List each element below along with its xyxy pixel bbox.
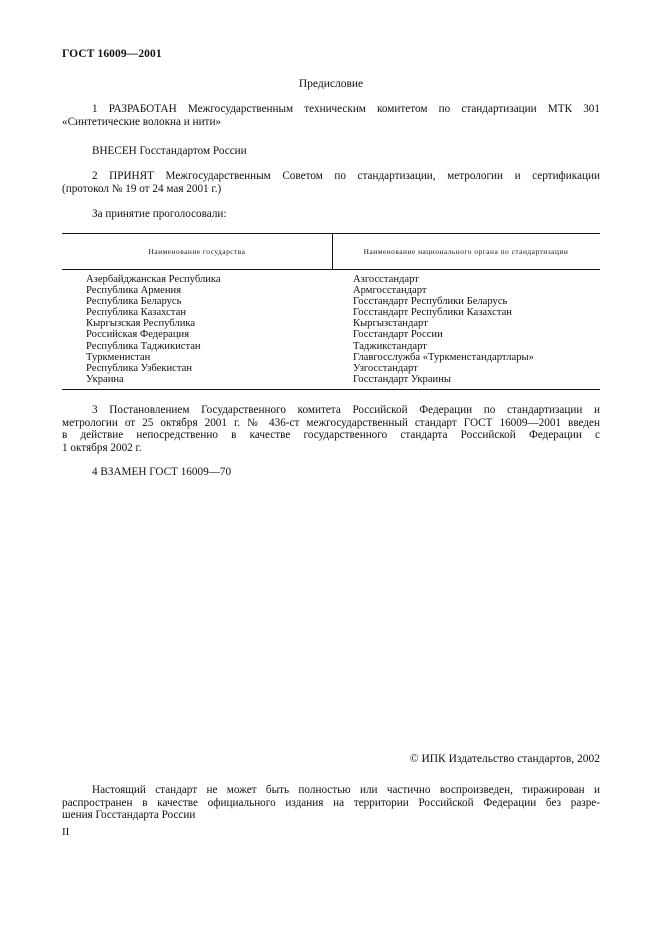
paragraph-line: 2 ПРИНЯТ Межгосударственным Советом по стандартизации, метрологии и сертификации (92, 170, 600, 182)
page-title: Предисловие (298, 78, 364, 90)
paragraph-developed-by (62, 103, 600, 128)
paragraph-line: ВНЕСЕН Госстандартом России (92, 145, 247, 157)
reproduction-notice (62, 784, 600, 822)
paragraph-voted-for (62, 208, 600, 221)
paragraph-line: Настоящий стандарт не может быть полностью или частично воспроизведен, тиражирован и (92, 784, 600, 796)
paragraph-line: распространен в качестве официального издания на территории Российской Федерации без разре- (62, 796, 600, 809)
voting-table (62, 233, 600, 390)
table-cell-body: Кыргызстандарт (353, 318, 428, 330)
table-cell-state: Российская Федерация (86, 329, 190, 341)
table-cell-body: Госстандарт Республики Казахстан (353, 307, 512, 319)
table-cell-state: Украина (86, 373, 124, 385)
paragraph-adopted-by (62, 170, 600, 195)
table-header-divider (62, 269, 600, 270)
table-cell-body: Главгосслужба «Туркменстандартлары» (353, 351, 534, 363)
paragraph-enacted (62, 404, 600, 454)
paragraph-line: (протокол № 19 от 24 мая 2001 г.) (62, 182, 222, 195)
table-cell-body: Азгосстандарт (353, 274, 419, 285)
table-cell-body: Госстандарт Украины (353, 373, 451, 385)
table-header-standards-body: Наименование национального органа по стандартизации (363, 247, 569, 256)
table-cell-state: Кыргызская Республика (86, 318, 196, 330)
table-cell-state: Республика Узбекистан (86, 362, 193, 374)
table-cell-body: Таджикстандарт (353, 340, 427, 352)
paragraph-line: 1 РАЗРАБОТАН Межгосударственным техническим комитетом по стандартизации МТК 301 (92, 103, 600, 115)
paragraph-line: в действие непосредственно в качестве государственного стандарта Российской Федерации с (62, 429, 600, 442)
table-cell-body: Госстандарт Республики Беларусь (353, 296, 508, 308)
paragraph-line: 4 ВЗАМЕН ГОСТ 16009—70 (92, 466, 232, 478)
table-cell-state: Республика Казахстан (86, 307, 187, 319)
table-cell-state: Республика Армения (86, 285, 182, 297)
table-column-bodies (353, 274, 534, 385)
table-cell-body: Армгосстандарт (353, 285, 427, 297)
paragraph-line: За принятие проголосовали: (92, 208, 227, 220)
paragraph-line: 1 октября 2002 г. (62, 441, 142, 454)
page-number: II (62, 826, 70, 838)
paragraph-line: шения Госстандарта России (62, 809, 196, 822)
paragraph-replaces (62, 466, 600, 479)
paragraph-line: метрологии от 25 октября 2001 г. № 436-ст межгосударственный стандарт ГОСТ 16009—2001 введен (62, 416, 600, 429)
copyright-notice: © ИПК Издательство стандартов, 2002 (409, 753, 600, 765)
table-cell-state: Туркменистан (86, 351, 151, 363)
table-header-state: Наименование государства (148, 247, 246, 256)
table-cell-state: Республика Беларусь (86, 296, 182, 308)
table-cell-state: Республика Таджикистан (86, 340, 201, 352)
table-cell-body: Узгосстандарт (353, 362, 418, 374)
paragraph-line: 3 Постановлением Государственного комитета Российской Федерации по стандартизации и (92, 404, 600, 416)
paragraph-line: «Синтетические волокна и нити» (62, 115, 222, 128)
table-cell-body: Госстандарт России (353, 329, 443, 341)
table-column-states (86, 274, 221, 385)
document-id-header: ГОСТ 16009—2001 (62, 48, 162, 60)
paragraph-introduced-by (62, 145, 600, 158)
table-cell-state: Азербайджанская Республика (86, 274, 221, 285)
